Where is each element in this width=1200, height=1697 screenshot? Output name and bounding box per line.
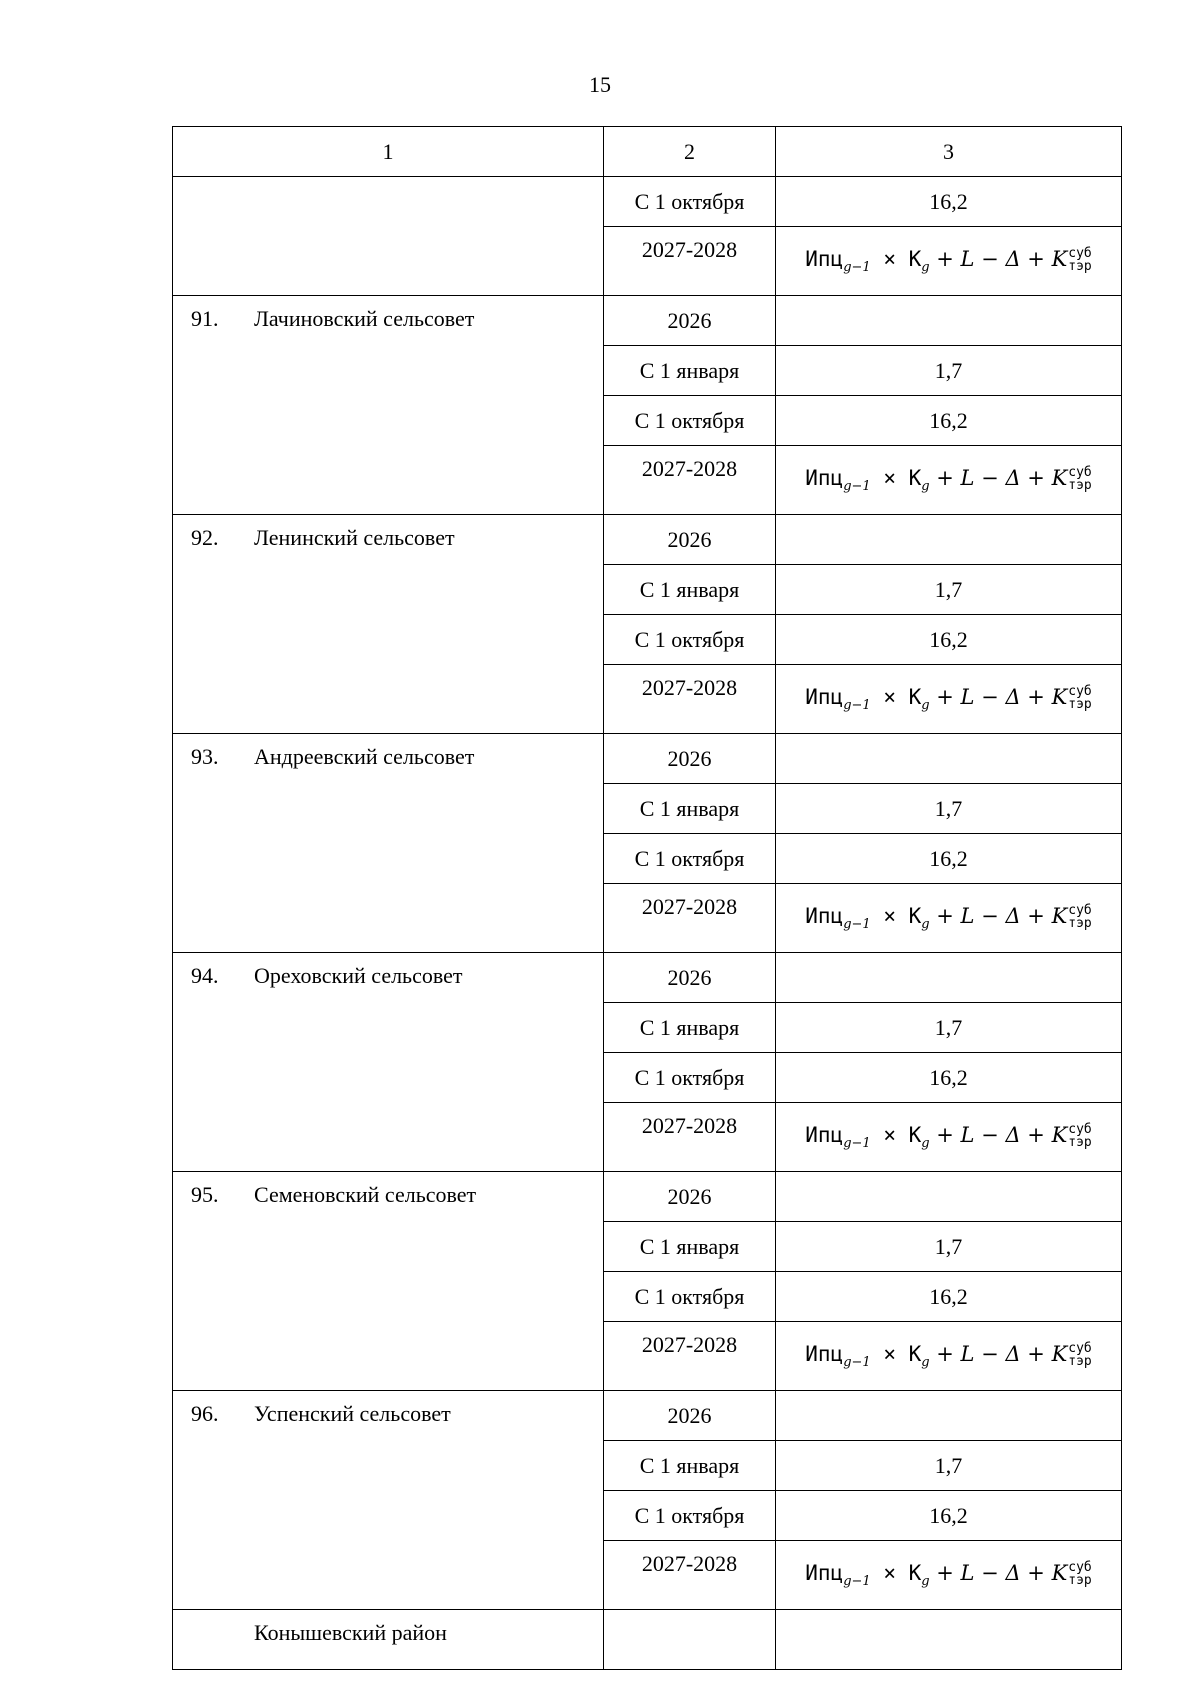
period-cell: 2026 (604, 1391, 776, 1441)
settlement-name: Лачиновский сельсовет (254, 306, 475, 331)
value-cell: 1,7 (776, 1441, 1122, 1491)
formula-base-sub: g−1 (843, 698, 871, 714)
formula-kt-sub: тэр (1068, 1573, 1092, 1589)
period-cell: 2026 (604, 953, 776, 1003)
settlement-name: Ленинский сельсовет (254, 525, 455, 550)
formula-times: × (870, 904, 909, 929)
table-row (173, 177, 1122, 227)
formula-k-sub: g (921, 917, 930, 933)
formula-kt: K (1051, 904, 1068, 929)
formula-base: Ипц (805, 1123, 844, 1148)
formula-kt-sup: суб (1068, 903, 1092, 919)
settlement-name: Семеновский сельсовет (254, 1182, 477, 1207)
formula-kt-sub: тэр (1068, 1135, 1092, 1151)
period-cell: 2027-2028 (604, 1322, 776, 1391)
period-cell: 2027-2028 (604, 446, 776, 515)
formula-base-sub: g−1 (843, 917, 871, 933)
row-number: 94. (191, 963, 219, 988)
index-formula (805, 685, 1092, 713)
formula-k: К (908, 247, 922, 272)
settlement-name: Андреевский сельсовет (254, 744, 475, 769)
header-cell-1: 1 (173, 127, 604, 177)
formula-rest: + L − Δ + (929, 1123, 1052, 1148)
value-cell: 16,2 (776, 1053, 1122, 1103)
formula-kt: K (1051, 1561, 1068, 1586)
period-cell: 2027-2028 (604, 884, 776, 953)
settlement-cell (173, 734, 604, 953)
header-cell-3: 3 (776, 127, 1122, 177)
formula-base: Ипц (805, 685, 844, 710)
period-cell: 2026 (604, 296, 776, 346)
value-cell: 1,7 (776, 784, 1122, 834)
period-cell: С 1 октября (604, 1491, 776, 1541)
index-formula (805, 466, 1092, 494)
period-cell: С 1 октября (604, 177, 776, 227)
row-number: 95. (191, 1182, 219, 1207)
formula-kt-sup: суб (1068, 246, 1092, 262)
formula-k: К (908, 466, 922, 491)
formula-k: К (908, 1561, 922, 1586)
settlement-cell (173, 1391, 604, 1610)
period-cell: 2027-2028 (604, 665, 776, 734)
period-cell: С 1 октября (604, 1053, 776, 1103)
formula-k-sub: g (921, 1574, 930, 1590)
formula-k: К (908, 1342, 922, 1367)
index-formula (805, 1561, 1092, 1589)
value-cell (776, 734, 1122, 784)
header-cell-2: 2 (604, 127, 776, 177)
formula-k-sub: g (921, 260, 930, 276)
period-cell: 2026 (604, 734, 776, 784)
formula-k-sub: g (921, 1355, 930, 1371)
formula-cell (776, 1541, 1122, 1610)
formula-kt-sup: суб (1068, 684, 1092, 700)
formula-kt-sub: тэр (1068, 1354, 1092, 1370)
formula-k: К (908, 1123, 922, 1148)
row-number: 93. (191, 744, 219, 769)
value-cell: 1,7 (776, 565, 1122, 615)
formula-times: × (870, 247, 909, 272)
formula-k: К (908, 904, 922, 929)
period-cell: 2026 (604, 515, 776, 565)
period-cell: С 1 января (604, 565, 776, 615)
formula-k-sub: g (921, 479, 930, 495)
formula-cell (776, 227, 1122, 296)
period-cell: С 1 января (604, 1441, 776, 1491)
formula-kt-sub: тэр (1068, 697, 1092, 713)
formula-cell (776, 884, 1122, 953)
settlement-cell (173, 515, 604, 734)
formula-times: × (870, 685, 909, 710)
formula-kt: K (1051, 685, 1068, 710)
index-formula (805, 1123, 1092, 1151)
formula-kt-sup: суб (1068, 1122, 1092, 1138)
empty-cell (604, 1610, 776, 1670)
settlement-cell (173, 1172, 604, 1391)
formula-rest: + L − Δ + (929, 685, 1052, 710)
table-row (173, 515, 1122, 565)
formula-kt: K (1051, 1123, 1068, 1148)
period-cell: 2027-2028 (604, 1541, 776, 1610)
period-cell: С 1 января (604, 784, 776, 834)
formula-kt-sup: суб (1068, 1341, 1092, 1357)
period-cell: С 1 октября (604, 396, 776, 446)
formula-base: Ипц (805, 247, 844, 272)
value-cell: 1,7 (776, 346, 1122, 396)
value-cell (776, 1391, 1122, 1441)
page-number: 15 (589, 72, 611, 97)
formula-times: × (870, 1561, 909, 1586)
formula-k-sub: g (921, 698, 930, 714)
formula-rest: + L − Δ + (929, 904, 1052, 929)
formula-base: Ипц (805, 904, 844, 929)
district-name-cell (173, 1610, 604, 1670)
formula-cell (776, 665, 1122, 734)
formula-k-sub: g (921, 1136, 930, 1152)
formula-base-sub: g−1 (843, 1574, 871, 1590)
row-number: 96. (191, 1401, 219, 1426)
settlement-cell (173, 177, 604, 296)
formula-times: × (870, 1342, 909, 1367)
formula-rest: + L − Δ + (929, 1342, 1052, 1367)
value-cell: 16,2 (776, 177, 1122, 227)
row-number: 91. (191, 306, 219, 331)
formula-rest: + L − Δ + (929, 466, 1052, 491)
formula-base-sub: g−1 (843, 1136, 871, 1152)
formula-cell (776, 446, 1122, 515)
formula-kt-sup: суб (1068, 1560, 1092, 1576)
settlement-name: Ореховский сельсовет (254, 963, 463, 988)
formula-kt-sub: тэр (1068, 478, 1092, 494)
formula-kt-sup: суб (1068, 465, 1092, 481)
period-cell: С 1 октября (604, 1272, 776, 1322)
value-cell: 16,2 (776, 1272, 1122, 1322)
value-cell (776, 1172, 1122, 1222)
value-cell (776, 515, 1122, 565)
empty-cell (776, 1610, 1122, 1670)
formula-kt-sub: тэр (1068, 259, 1092, 275)
value-cell: 16,2 (776, 1491, 1122, 1541)
tariff-table (172, 126, 1122, 1670)
table-body (173, 127, 1122, 1670)
value-cell (776, 296, 1122, 346)
period-cell: 2026 (604, 1172, 776, 1222)
district-row (173, 1610, 1122, 1670)
formula-base: Ипц (805, 1561, 844, 1586)
settlement-cell (173, 296, 604, 515)
period-cell: С 1 октября (604, 834, 776, 884)
row-number: 92. (191, 525, 219, 550)
table-row (173, 1172, 1122, 1222)
period-cell: С 1 января (604, 346, 776, 396)
formula-times: × (870, 1123, 909, 1148)
formula-times: × (870, 466, 909, 491)
formula-kt: K (1051, 1342, 1068, 1367)
period-cell: 2027-2028 (604, 227, 776, 296)
value-cell (776, 953, 1122, 1003)
period-cell: С 1 января (604, 1222, 776, 1272)
table-row (173, 734, 1122, 784)
formula-kt-sub: тэр (1068, 916, 1092, 932)
formula-kt: K (1051, 466, 1068, 491)
formula-rest: + L − Δ + (929, 247, 1052, 272)
formula-cell (776, 1322, 1122, 1391)
formula-base: Ипц (805, 1342, 844, 1367)
formula-base-sub: g−1 (843, 479, 871, 495)
formula-cell (776, 1103, 1122, 1172)
formula-base-sub: g−1 (843, 1355, 871, 1371)
value-cell: 1,7 (776, 1222, 1122, 1272)
index-formula (805, 247, 1092, 275)
value-cell: 16,2 (776, 615, 1122, 665)
formula-base-sub: g−1 (843, 260, 871, 276)
header-row (173, 127, 1122, 177)
settlement-name: Успенский сельсовет (254, 1401, 451, 1426)
formula-kt: K (1051, 247, 1068, 272)
value-cell: 16,2 (776, 396, 1122, 446)
table-row (173, 953, 1122, 1003)
index-formula (805, 1342, 1092, 1370)
table-row (173, 1391, 1122, 1441)
formula-base: Ипц (805, 466, 844, 491)
period-cell: 2027-2028 (604, 1103, 776, 1172)
formula-k: К (908, 685, 922, 710)
table-row (173, 296, 1122, 346)
district-name: Конышевский район (254, 1620, 447, 1645)
value-cell: 16,2 (776, 834, 1122, 884)
formula-rest: + L − Δ + (929, 1561, 1052, 1586)
settlement-cell (173, 953, 604, 1172)
period-cell: С 1 января (604, 1003, 776, 1053)
index-formula (805, 904, 1092, 932)
value-cell: 1,7 (776, 1003, 1122, 1053)
period-cell: С 1 октября (604, 615, 776, 665)
